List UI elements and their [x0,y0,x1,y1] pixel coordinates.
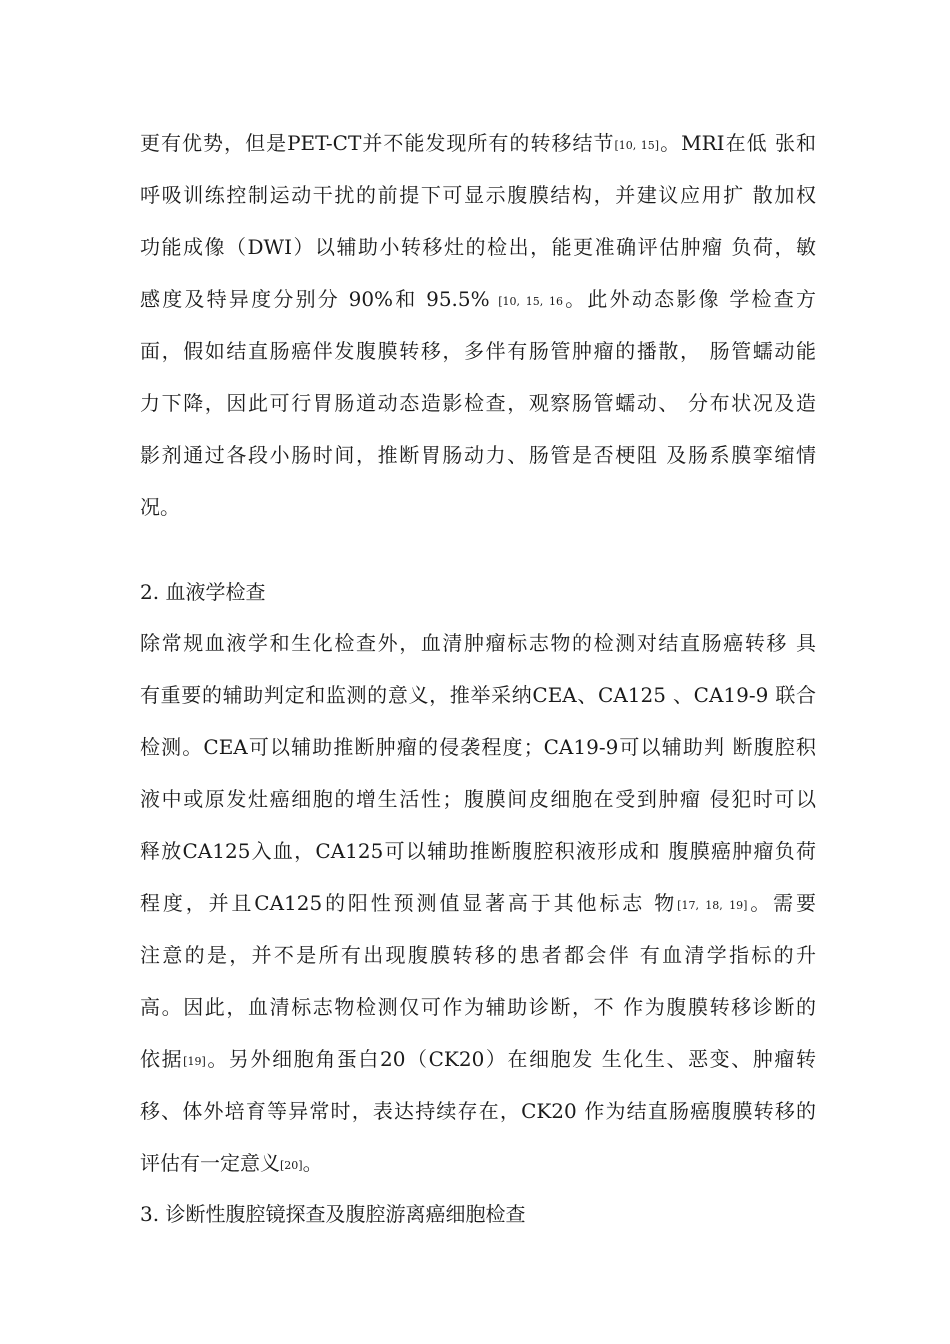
text-line [140,287,816,314]
text-line [140,131,816,158]
line-text: 程度，并且CA125的阳性预测值显著高于其他标志 物 [140,891,678,915]
text-line [140,735,816,759]
line-text: 。 [302,1151,323,1175]
text-line [140,1099,816,1123]
text-line [140,891,816,918]
text-line [140,683,816,707]
line-text: 高。因此，血清标志物检测仅可作为辅助诊断，不 作为腹膜转移诊断的 [140,995,816,1019]
text-line [140,339,816,363]
text-line [140,1047,816,1074]
line-text: 检测。CEA可以辅助推断肿瘤的侵袭程度；CA19-9可以辅助判 断腹腔积 [140,735,816,759]
line-text: 除常规血液学和生化检查外，血清肿瘤标志物的检测对结直肠癌转移 具 [140,631,816,655]
text-line [140,495,816,519]
citation-ref: [19] [183,1055,206,1068]
line-text: 液中或原发灶癌细胞的增生活性；腹膜间皮细胞在受到肿瘤 侵犯时可以 [140,787,816,811]
line-text: 影剂通过各段小肠时间，推断胃肠动力、肠管是否梗阻 及肠系膜挛缩情 [140,443,816,467]
section-heading-3: 3. 诊断性腹腔镜探查及腹腔游离癌细胞检查 [140,1202,526,1226]
line-text: 。另外细胞角蛋白20（CK20）在细胞发 生化生、恶变、肿瘤转 [205,1047,817,1071]
text-line [140,995,816,1019]
line-text: 移、体外培育等异常时，表达持续存在，CK20 作为结直肠癌腹膜转移的 [140,1099,816,1123]
line-text: 面，假如结直肠癌伴发腹膜转移，多伴有肠管肿瘤的播散， 肠管蠕动能 [140,339,816,363]
line-text: 评估有一定意义 [140,1151,280,1175]
citation-ref: [10, 15, 16 [498,295,563,308]
line-text: 有重要的辅助判定和监测的意义，推举采纳CEA、CA125 、CA19-9 联合 [140,683,816,707]
line-text: 释放CA125入血，CA125可以辅助推断腹腔积液形成和 腹膜癌肿瘤负荷 [140,839,816,863]
text-line [140,443,816,467]
text-line [140,183,816,207]
line-text: 。此外动态影像 学检查方 [562,287,817,311]
text-line [140,943,816,967]
citation-ref: [17, 18, 19] [677,899,748,912]
text-line [140,391,816,415]
text-line [140,1151,816,1178]
text-line [140,631,816,655]
line-text: 呼吸训练控制运动干扰的前提下可显示腹膜结构，并建议应用扩 散加权 [140,183,816,207]
text-line [140,787,816,811]
section-heading-2: 2. 血液学检查 [140,580,266,604]
citation-ref: [10, 15] [614,139,660,152]
line-text: 感度及特异度分别分 90%和 95.5% [140,287,499,311]
text-line [140,235,816,259]
text-line [140,839,816,863]
line-text: 。MRI在低 张和 [659,131,817,155]
line-text: 功能成像（DWI）以辅助小转移灶的检出，能更准确评估肿瘤 负荷，敏 [140,235,816,259]
line-text: 更有优势，但是PET-CT并不能发现所有的转移结节 [140,131,615,155]
citation-ref: [20] [280,1159,303,1172]
line-text: 注意的是，并不是所有出现腹膜转移的患者都会伴 有血清学指标的升 [140,943,816,967]
line-text: 况。 [140,495,180,519]
line-text: 力下降，因此可行胃肠道动态造影检查，观察肠管蠕动、 分布状况及造 [140,391,816,415]
line-text: 依据 [140,1047,184,1071]
line-text: 。需要 [747,891,817,915]
